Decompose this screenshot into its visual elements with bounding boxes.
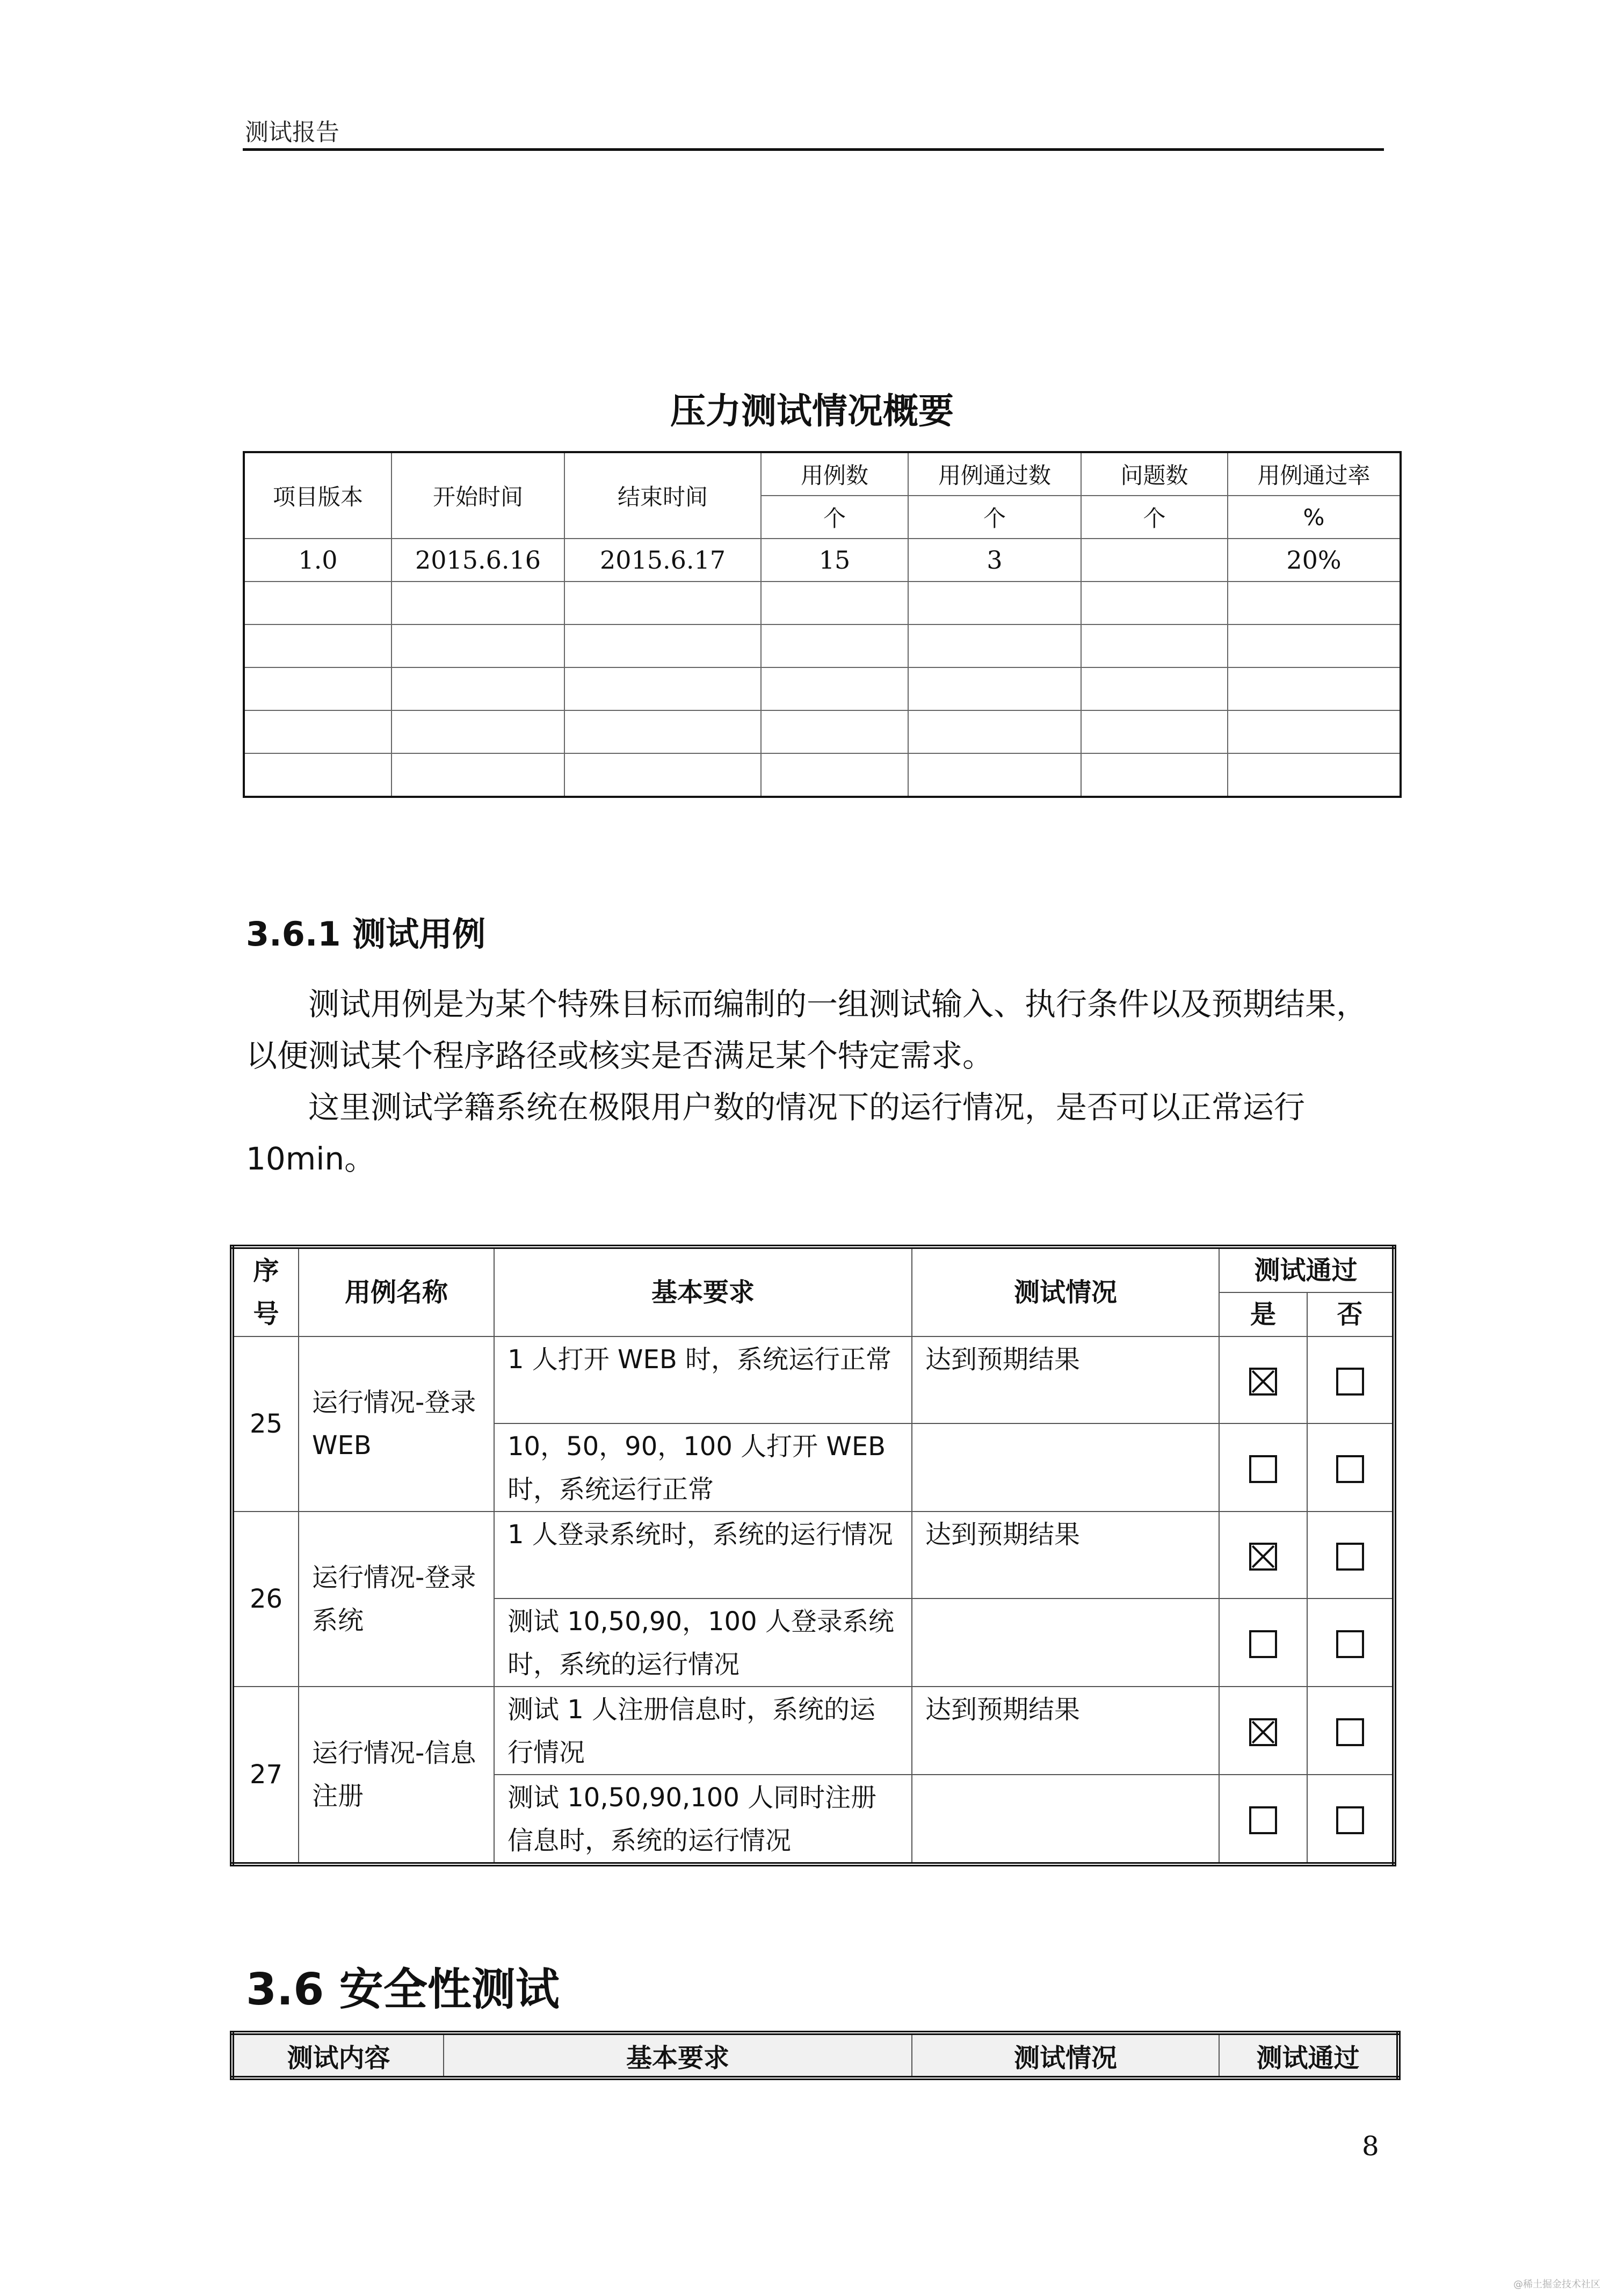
paragraph-test-case-definition: 测试用例是为某个特殊目标而编制的一组测试输入、执行条件以及预期结果，以便测试某个程序路径或核实是否满足某个特定需求。 <box>246 986 1368 1074</box>
test-case-table <box>230 1245 1396 1866</box>
case-name: 运行情况-登录系统 <box>299 1512 494 1687</box>
table-row <box>232 1512 1394 1599</box>
case-number: 27 <box>232 1687 299 1864</box>
table-row <box>244 624 1401 667</box>
cell-pass-rate <box>1228 753 1401 797</box>
checkbox-checked-icon[interactable] <box>1249 1543 1277 1571</box>
case-result <box>912 1775 1219 1864</box>
watermark: @稀土掘金技术社区 <box>1513 2279 1600 2290</box>
cell-end <box>564 582 761 624</box>
cell-cases: 15 <box>761 539 908 582</box>
stress-summary-title: 压力测试情况概要 <box>670 390 954 432</box>
unit-case-count: 个 <box>761 496 908 539</box>
section-heading-test-cases: 3.6.1 测试用例 <box>246 914 486 954</box>
pass-no-cell <box>1307 1687 1394 1775</box>
checkbox-icon[interactable] <box>1336 1368 1364 1396</box>
header-result: 测试情况 <box>912 1247 1219 1336</box>
table-row <box>244 582 1401 624</box>
header-divider <box>243 148 1384 151</box>
header-version: 项目版本 <box>244 452 392 539</box>
cell-end <box>564 753 761 797</box>
checkbox-icon[interactable] <box>1336 1543 1364 1571</box>
case-result <box>912 1423 1219 1512</box>
checkbox-icon[interactable] <box>1249 1455 1277 1483</box>
case-name: 运行情况-登录 WEB <box>299 1336 494 1512</box>
cell-issues <box>1081 539 1228 582</box>
cell-version <box>244 624 392 667</box>
cell-pass-rate: 20% <box>1228 539 1401 582</box>
table-row <box>244 753 1401 797</box>
header-no: 否 <box>1307 1292 1394 1336</box>
cell-start <box>392 667 564 710</box>
unit-issue-count: 个 <box>1081 496 1228 539</box>
header-serial-line2: 号 <box>253 1299 279 1329</box>
case-number: 25 <box>232 1336 299 1512</box>
cell-start <box>392 582 564 624</box>
cell-version <box>244 582 392 624</box>
cell-passed <box>908 710 1081 753</box>
pass-no-cell <box>1307 1336 1394 1423</box>
stress-summary-table <box>243 451 1402 798</box>
header-start-time: 开始时间 <box>392 452 564 539</box>
cell-issues <box>1081 624 1228 667</box>
pass-no-cell <box>1307 1512 1394 1599</box>
case-result: 达到预期结果 <box>912 1687 1219 1775</box>
cell-end <box>564 624 761 667</box>
header-case-name: 用例名称 <box>299 1247 494 1336</box>
cell-cases <box>761 624 908 667</box>
checkbox-icon[interactable] <box>1249 1806 1277 1834</box>
cell-pass-rate <box>1228 624 1401 667</box>
cell-start: 2015.6.16 <box>392 539 564 582</box>
cell-pass-rate <box>1228 710 1401 753</box>
cell-passed <box>908 753 1081 797</box>
cell-version: 1.0 <box>244 539 392 582</box>
cell-version <box>244 753 392 797</box>
checkbox-icon[interactable] <box>1336 1718 1364 1746</box>
cell-passed: 3 <box>908 539 1081 582</box>
cell-start <box>392 753 564 797</box>
header-end-time: 结束时间 <box>564 452 761 539</box>
section-heading-security-test: 3.6 安全性测试 <box>246 1964 560 2015</box>
checkbox-checked-icon[interactable] <box>1249 1368 1277 1396</box>
pass-yes-cell <box>1219 1599 1307 1687</box>
header-passed: 测试通过 <box>1219 1247 1394 1292</box>
cell-start <box>392 710 564 753</box>
cell-cases <box>761 710 908 753</box>
case-name: 运行情况-信息注册 <box>299 1687 494 1864</box>
header-pass-rate: 用例通过率 <box>1228 452 1401 496</box>
cell-passed <box>908 667 1081 710</box>
pass-no-cell <box>1307 1423 1394 1512</box>
unit-passed-count: 个 <box>908 496 1081 539</box>
checkbox-icon[interactable] <box>1336 1806 1364 1834</box>
table-row <box>244 539 1401 582</box>
paragraph-test-scope: 这里测试学籍系统在极限用户数的情况下的运行情况，是否可以正常运行10min。 <box>246 1089 1306 1177</box>
cell-start <box>392 624 564 667</box>
cell-passed <box>908 582 1081 624</box>
pass-yes-cell <box>1219 1512 1307 1599</box>
header-passed: 测试通过 <box>1219 2033 1398 2078</box>
header-result: 测试情况 <box>912 2033 1219 2078</box>
case-number: 26 <box>232 1512 299 1687</box>
header-yes: 是 <box>1219 1292 1307 1336</box>
header-passed-count: 用例通过数 <box>908 452 1081 496</box>
header-requirement: 基本要求 <box>494 1247 912 1336</box>
checkbox-icon[interactable] <box>1336 1630 1364 1658</box>
table-row <box>244 667 1401 710</box>
cell-issues <box>1081 753 1228 797</box>
cell-cases <box>761 667 908 710</box>
cell-passed <box>908 624 1081 667</box>
cell-version <box>244 710 392 753</box>
cell-pass-rate <box>1228 582 1401 624</box>
cell-cases <box>761 582 908 624</box>
checkbox-icon[interactable] <box>1249 1630 1277 1658</box>
case-requirement: 1 人打开 WEB 时，系统运行正常 <box>494 1336 912 1423</box>
header-issue-count: 问题数 <box>1081 452 1228 496</box>
case-result: 达到预期结果 <box>912 1336 1219 1423</box>
header-requirement: 基本要求 <box>444 2033 912 2078</box>
table-row <box>232 1336 1394 1423</box>
cell-issues <box>1081 667 1228 710</box>
pass-yes-cell <box>1219 1687 1307 1775</box>
pass-no-cell <box>1307 1775 1394 1864</box>
pass-no-cell <box>1307 1599 1394 1687</box>
case-result <box>912 1599 1219 1687</box>
cell-cases <box>761 753 908 797</box>
checkbox-checked-icon[interactable] <box>1249 1718 1277 1746</box>
pass-yes-cell <box>1219 1423 1307 1512</box>
cell-end <box>564 667 761 710</box>
page-header-title: 测试报告 <box>245 119 339 146</box>
header-serial-line1: 序 <box>253 1256 279 1286</box>
table-row <box>244 710 1401 753</box>
pass-yes-cell <box>1219 1336 1307 1423</box>
case-requirement: 测试 10,50,90，100 人登录系统时，系统的运行情况 <box>494 1599 912 1687</box>
unit-pass-rate: % <box>1228 496 1401 539</box>
cell-end <box>564 710 761 753</box>
pass-yes-cell <box>1219 1775 1307 1864</box>
checkbox-icon[interactable] <box>1336 1455 1364 1483</box>
cell-issues <box>1081 710 1228 753</box>
cell-issues <box>1081 582 1228 624</box>
case-requirement: 测试 10,50,90,100 人同时注册信息时，系统的运行情况 <box>494 1775 912 1864</box>
case-requirement: 测试 1 人注册信息时，系统的运行情况 <box>494 1687 912 1775</box>
case-requirement: 10，50，90，100 人打开 WEB 时，系统运行正常 <box>494 1423 912 1512</box>
case-requirement: 1 人登录系统时，系统的运行情况 <box>494 1512 912 1599</box>
security-test-table <box>230 2031 1401 2080</box>
header-serial-number <box>232 1247 299 1336</box>
cell-version <box>244 667 392 710</box>
page-number: 8 <box>1362 2131 1379 2162</box>
cell-pass-rate <box>1228 667 1401 710</box>
cell-end: 2015.6.17 <box>564 539 761 582</box>
table-row <box>232 1687 1394 1775</box>
header-case-count: 用例数 <box>761 452 908 496</box>
case-result: 达到预期结果 <box>912 1512 1219 1599</box>
header-test-content: 测试内容 <box>232 2033 444 2078</box>
